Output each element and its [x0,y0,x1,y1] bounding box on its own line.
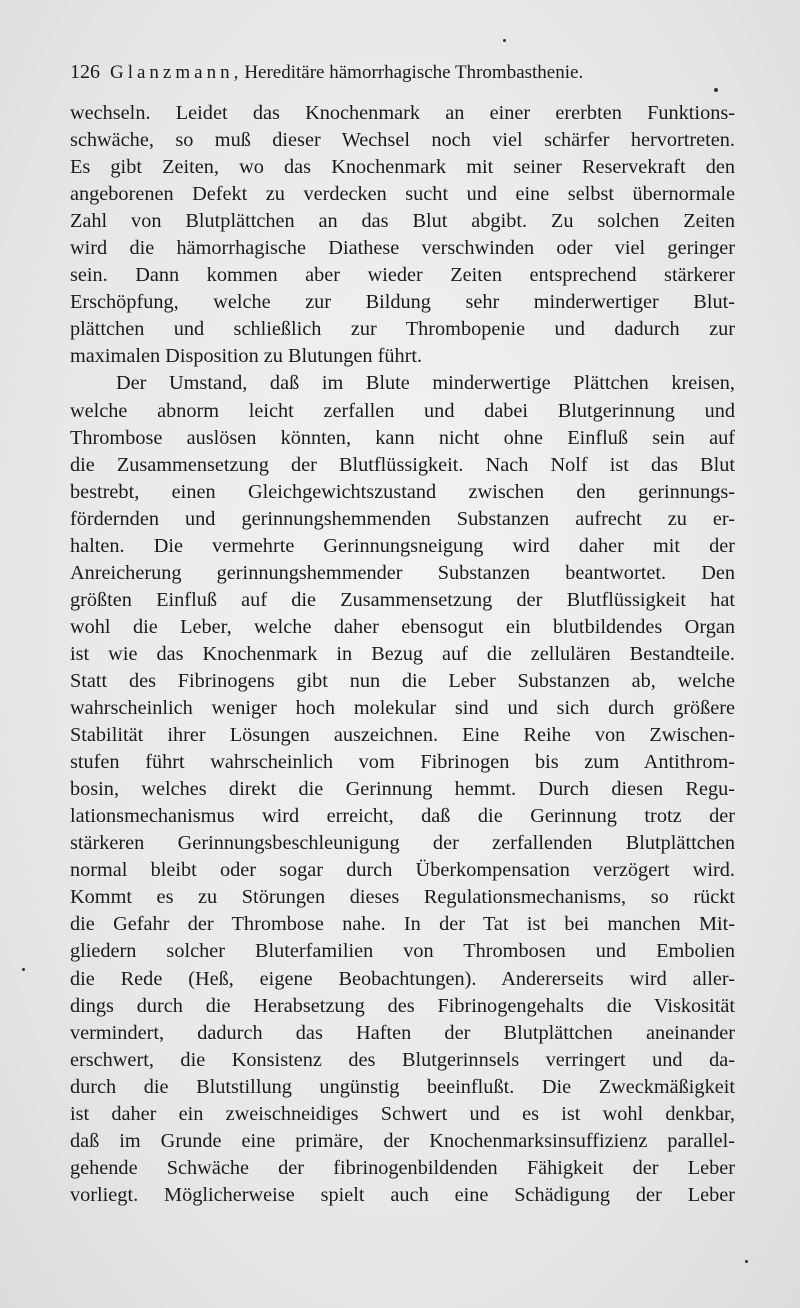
text-line: stärkeren Gerinnungsbeschleunigung der zerfallenden Blutplättchen [70,832,735,855]
author-name: Glanzmann [110,62,234,83]
header-title: Hereditäre hämorrhagische Thrombasthenie. [244,62,584,83]
text-line: welche abnorm leicht zerfallen und dabei Blutgerinnung und [70,399,735,422]
text-line: ist daher ein zweischneidiges Schwert und es ist wohl denkbar, [70,1102,735,1125]
text-line: Es gibt Zeiten, wo das Knochenmark mit seiner Reservekraft den [70,156,735,179]
text-line: gliedern solcher Bluterfamilien von Thrombosen und Embolien [70,940,735,963]
text-line: fördernden und gerinnungshemmenden Substanzen aufrecht zu er- [70,507,735,530]
print-speck [503,39,506,42]
text-line: normal bleibt oder sogar durch Überkompensation verzögert wird. [70,859,735,882]
text-line: Anreicherung gerinnungshemmender Substanzen beantwortet. Den [70,561,735,584]
text-line: lationsmechanismus wird erreicht, daß die Gerinnung trotz der [70,805,735,828]
text-line: stufen führt wahrscheinlich vom Fibrinogen bis zum Antithrom- [70,751,735,774]
text-line: Kommt es zu Störungen dieses Regulationsmechanisms, so rückt [70,886,735,909]
text-line: die Gefahr der Thrombose nahe. In der Tat ist bei manchen Mit- [70,913,735,936]
text-line: Der Umstand, daß im Blute minderwertige Plättchen kreisen, [116,372,735,395]
text-line: größten Einfluß auf die Zusammensetzung der Blutflüssigkeit hat [70,588,735,611]
text-line: maximalen Disposition zu Blutungen führt. [70,345,423,368]
text-line: durch die Blutstillung ungünstig beeinflußt. Die Zweckmäßigkeit [70,1075,735,1098]
text-line: angeborenen Defekt zu verdecken sucht und eine selbst übernormale [70,183,735,206]
text-line: dings durch die Herabsetzung des Fibrinogengehalts die Viskosität [70,994,735,1017]
text-line: daß im Grunde eine primäre, der Knochenmarksinsuffizienz parallel- [70,1129,735,1152]
text-line: bosin, welches direkt die Gerinnung hemmt. Durch diesen Regu- [70,778,735,801]
text-line: plättchen und schließlich zur Thrombopenie und dadurch zur [70,318,735,341]
text-line: Erschöpfung, welche zur Bildung sehr minderwertiger Blut- [70,291,735,314]
text-line: Thrombose auslösen könnten, kann nicht ohne Einfluß sein auf [70,426,735,449]
text-line: vorliegt. Möglicherweise spielt auch eine Schädigung der Leber [70,1183,735,1206]
text-line: ist wie das Knochenmark in Bezug auf die zellulären Bestandteile. [70,642,735,665]
text-line: halten. Die vermehrte Gerinnungsneigung wird daher mit der [70,534,735,557]
print-speck [745,1260,748,1263]
text-line: sein. Dann kommen aber wieder Zeiten entsprechend stärkerer [70,264,735,287]
text-line: Stabilität ihrer Lösungen auszeichnen. Eine Reihe von Zwischen- [70,724,735,747]
page-number: 126 [70,61,100,83]
text-line: wechseln. Leidet das Knochenmark an einer ererbten Funktions- [70,102,735,124]
text-line: Statt des Fibrinogens gibt nun die Leber Substanzen ab, welche [70,669,735,692]
text-line: schwäche, so muß dieser Wechsel noch viel schärfer hervortreten. [70,129,735,152]
header-separator: , [233,62,239,83]
text-line: wird die hämorrhagische Diathese verschwinden oder viel geringer [70,237,735,260]
text-line: Zahl von Blutplättchen an das Blut abgibt. Zu solchen Zeiten [70,210,735,233]
text-line: erschwert, die Konsistenz des Blutgerinnsels verringert und da- [70,1048,735,1071]
print-speck [22,968,25,971]
body-text [70,100,735,1209]
text-line: die Zusammensetzung der Blutflüssigkeit. Nach Nolf ist das Blut [70,453,735,476]
text-line: gehende Schwäche der fibrinogenbildenden Fähigkeit der Leber [70,1156,735,1179]
text-line: bestrebt, einen Gleichgewichtszustand zwischen den gerinnungs- [70,480,735,503]
print-speck [714,88,718,92]
text-line: die Rede (Heß, eigene Beobachtungen). Andererseits wird aller- [70,967,735,990]
running-header [70,56,730,88]
text-line: vermindert, dadurch das Haften der Blutplättchen aneinander [70,1021,735,1044]
text-line: wohl die Leber, welche daher ebensogut ein blutbildendes Organ [70,615,735,638]
text-line: wahrscheinlich weniger hoch molekular sind und sich durch größere [70,697,735,720]
